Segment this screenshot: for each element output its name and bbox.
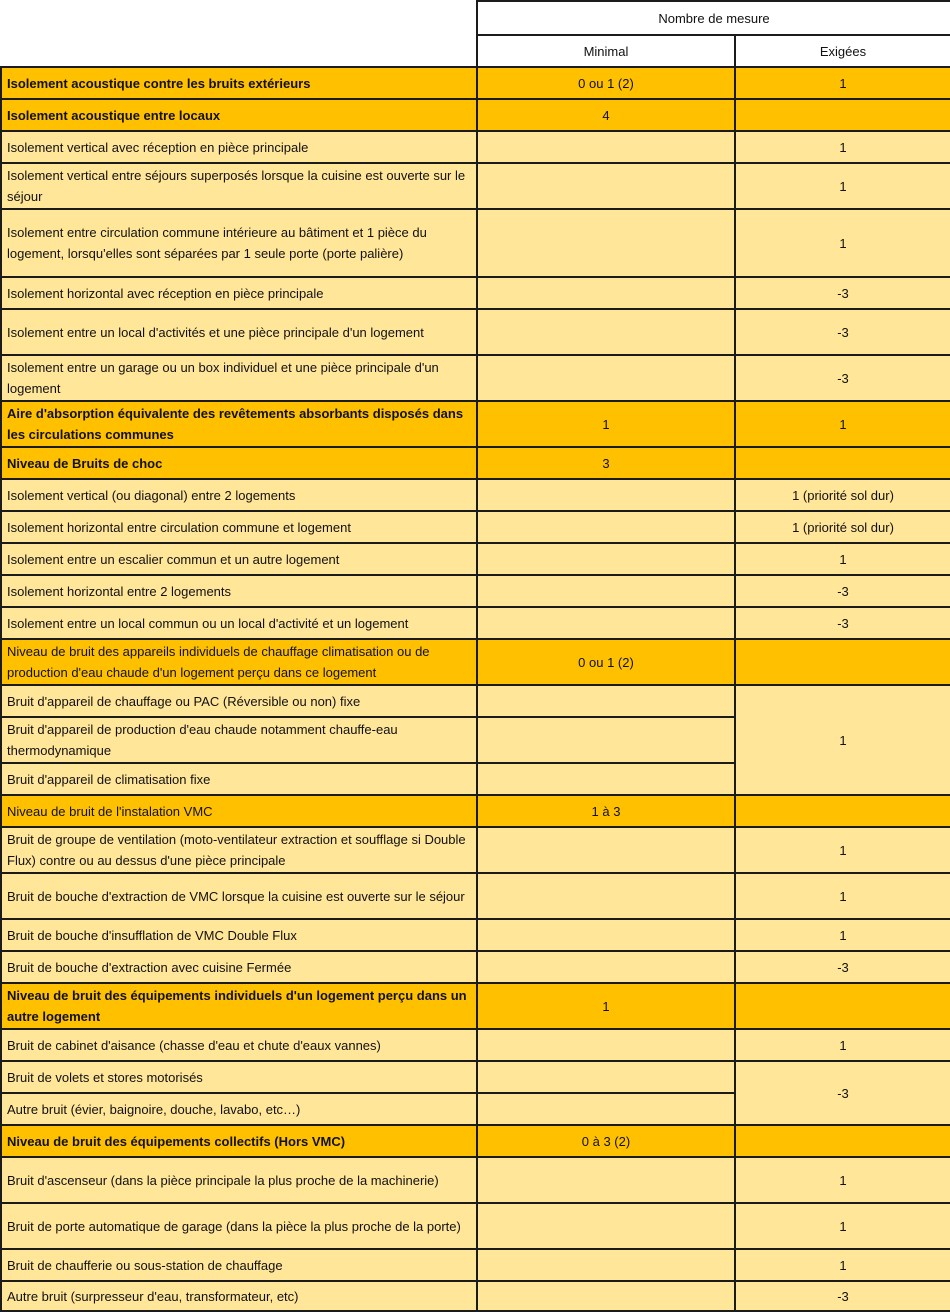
row-minimal: 0 ou 1 (2) bbox=[477, 639, 735, 685]
row-minimal bbox=[477, 309, 735, 355]
table-row bbox=[1, 795, 950, 827]
table-row bbox=[1, 67, 950, 99]
table-row bbox=[1, 827, 950, 873]
row-exigees: -3 bbox=[735, 309, 950, 355]
row-minimal bbox=[477, 163, 735, 209]
row-exigees: 1 bbox=[735, 1249, 950, 1281]
row-exigees: 1 bbox=[735, 919, 950, 951]
row-label: Isolement entre un escalier commun et un autre logement bbox=[1, 543, 477, 575]
row-label: Bruit de cabinet d'aisance (chasse d'eau et chute d'eaux vannes) bbox=[1, 1029, 477, 1061]
row-exigees: -3 bbox=[735, 1281, 950, 1311]
row-exigees bbox=[735, 99, 950, 131]
table-row bbox=[1, 309, 950, 355]
row-exigees: 1 bbox=[735, 1029, 950, 1061]
row-minimal bbox=[477, 1093, 735, 1125]
table-row bbox=[1, 1029, 950, 1061]
row-exigees: 1 bbox=[735, 543, 950, 575]
row-minimal bbox=[477, 355, 735, 401]
row-exigees: -3 bbox=[735, 1061, 950, 1125]
table-row bbox=[1, 983, 950, 1029]
row-exigees: 1 bbox=[735, 827, 950, 873]
row-label: Bruit d'appareil de production d'eau chaude notamment chauffe-eau thermodynamique bbox=[1, 717, 477, 763]
table-row bbox=[1, 1125, 950, 1157]
table-row bbox=[1, 479, 950, 511]
row-minimal bbox=[477, 575, 735, 607]
table-row bbox=[1, 163, 950, 209]
row-label: Niveau de bruit des appareils individuels de chauffage climatisation ou de production d'eau chaude d'un logement perçu dans ce logement bbox=[1, 639, 477, 685]
row-minimal bbox=[477, 919, 735, 951]
table-row bbox=[1, 607, 950, 639]
row-exigees: 1 bbox=[735, 1203, 950, 1249]
table-row bbox=[1, 951, 950, 983]
row-minimal: 1 à 3 bbox=[477, 795, 735, 827]
row-minimal: 4 bbox=[477, 99, 735, 131]
row-exigees: 1 bbox=[735, 209, 950, 277]
row-label: Niveau de bruit des équipements individuels d'un logement perçu dans un autre logement bbox=[1, 983, 477, 1029]
header-group-title: Nombre de mesure bbox=[477, 1, 950, 35]
row-minimal bbox=[477, 1203, 735, 1249]
table-row bbox=[1, 873, 950, 919]
table-row bbox=[1, 511, 950, 543]
row-label: Isolement acoustique contre les bruits extérieurs bbox=[1, 67, 477, 99]
row-exigees bbox=[735, 639, 950, 685]
header-blank-cell bbox=[1, 1, 477, 67]
row-exigees: 1 bbox=[735, 163, 950, 209]
table-row bbox=[1, 1249, 950, 1281]
row-minimal bbox=[477, 131, 735, 163]
table-row bbox=[1, 447, 950, 479]
table-row bbox=[1, 919, 950, 951]
row-label: Isolement entre un local d'activités et une pièce principale d'un logement bbox=[1, 309, 477, 355]
row-label: Niveau de bruit de l'instalation VMC bbox=[1, 795, 477, 827]
row-exigees: 1 bbox=[735, 873, 950, 919]
row-exigees bbox=[735, 447, 950, 479]
table-row bbox=[1, 401, 950, 447]
row-minimal: 1 bbox=[477, 983, 735, 1029]
header-row-group bbox=[1, 1, 950, 35]
row-label: Bruit de porte automatique de garage (dans la pièce la plus proche de la porte) bbox=[1, 1203, 477, 1249]
header-col-exigees: Exigées bbox=[735, 35, 950, 67]
row-label: Isolement horizontal entre circulation commune et logement bbox=[1, 511, 477, 543]
row-exigees: -3 bbox=[735, 607, 950, 639]
row-exigees: -3 bbox=[735, 277, 950, 309]
row-label: Isolement entre un local commun ou un local d'activité et un logement bbox=[1, 607, 477, 639]
row-label: Isolement horizontal avec réception en pièce principale bbox=[1, 277, 477, 309]
row-minimal: 0 à 3 (2) bbox=[477, 1125, 735, 1157]
row-minimal bbox=[477, 277, 735, 309]
row-minimal bbox=[477, 951, 735, 983]
row-minimal bbox=[477, 827, 735, 873]
row-label: Bruit d'appareil de chauffage ou PAC (Réversible ou non) fixe bbox=[1, 685, 477, 717]
row-exigees: 1 bbox=[735, 131, 950, 163]
table-row bbox=[1, 1157, 950, 1203]
row-label: Aire d'absorption équivalente des revêtements absorbants disposés dans les circulations communes bbox=[1, 401, 477, 447]
table-row bbox=[1, 1281, 950, 1311]
row-label: Bruit d'ascenseur (dans la pièce principale la plus proche de la machinerie) bbox=[1, 1157, 477, 1203]
row-minimal bbox=[477, 479, 735, 511]
table-row bbox=[1, 131, 950, 163]
row-minimal bbox=[477, 873, 735, 919]
row-label: Autre bruit (évier, baignoire, douche, lavabo, etc…) bbox=[1, 1093, 477, 1125]
table-row bbox=[1, 1203, 950, 1249]
row-minimal bbox=[477, 1029, 735, 1061]
row-minimal bbox=[477, 1249, 735, 1281]
row-minimal: 1 bbox=[477, 401, 735, 447]
row-minimal bbox=[477, 717, 735, 763]
table-row bbox=[1, 1061, 950, 1093]
row-minimal bbox=[477, 543, 735, 575]
row-label: Bruit de volets et stores motorisés bbox=[1, 1061, 477, 1093]
row-label: Niveau de Bruits de choc bbox=[1, 447, 477, 479]
row-label: Bruit de bouche d'extraction avec cuisine Fermée bbox=[1, 951, 477, 983]
row-exigees bbox=[735, 1125, 950, 1157]
row-exigees: 1 (priorité sol dur) bbox=[735, 479, 950, 511]
row-label: Isolement vertical avec réception en pièce principale bbox=[1, 131, 477, 163]
row-label: Isolement acoustique entre locaux bbox=[1, 99, 477, 131]
row-exigees: 1 bbox=[735, 67, 950, 99]
table-row bbox=[1, 639, 950, 685]
row-exigees: 1 (priorité sol dur) bbox=[735, 511, 950, 543]
row-label: Bruit d'appareil de climatisation fixe bbox=[1, 763, 477, 795]
row-minimal bbox=[477, 685, 735, 717]
row-exigees: 1 bbox=[735, 685, 950, 795]
header-col-minimal: Minimal bbox=[477, 35, 735, 67]
row-label: Bruit de chaufferie ou sous-station de chauffage bbox=[1, 1249, 477, 1281]
row-label: Isolement entre circulation commune intérieure au bâtiment et 1 pièce du logement, lorsqu'elles sont séparées par 1 seule porte (porte palière) bbox=[1, 209, 477, 277]
table-row bbox=[1, 277, 950, 309]
row-minimal bbox=[477, 1157, 735, 1203]
row-label: Bruit de bouche d'insufflation de VMC Double Flux bbox=[1, 919, 477, 951]
table-row bbox=[1, 209, 950, 277]
row-minimal bbox=[477, 1061, 735, 1093]
row-exigees: -3 bbox=[735, 951, 950, 983]
row-label: Autre bruit (surpresseur d'eau, transformateur, etc) bbox=[1, 1281, 477, 1311]
row-minimal bbox=[477, 511, 735, 543]
table-row bbox=[1, 685, 950, 717]
row-exigees bbox=[735, 983, 950, 1029]
row-label: Bruit de groupe de ventilation (moto-ventilateur extraction et soufflage si Double Flux) contre ou au dessus d'une pièce principale bbox=[1, 827, 477, 873]
row-label: Niveau de bruit des équipements collectifs (Hors VMC) bbox=[1, 1125, 477, 1157]
table-row bbox=[1, 543, 950, 575]
row-exigees: 1 bbox=[735, 1157, 950, 1203]
row-minimal bbox=[477, 607, 735, 639]
row-label: Isolement vertical (ou diagonal) entre 2 logements bbox=[1, 479, 477, 511]
table-row bbox=[1, 355, 950, 401]
row-minimal: 0 ou 1 (2) bbox=[477, 67, 735, 99]
row-exigees: -3 bbox=[735, 355, 950, 401]
row-label: Isolement vertical entre séjours superposés lorsque la cuisine est ouverte sur le séjour bbox=[1, 163, 477, 209]
row-exigees: -3 bbox=[735, 575, 950, 607]
row-label: Isolement entre un garage ou un box individuel et une pièce principale d'un logement bbox=[1, 355, 477, 401]
row-minimal bbox=[477, 763, 735, 795]
row-label: Isolement horizontal entre 2 logements bbox=[1, 575, 477, 607]
table-row bbox=[1, 575, 950, 607]
row-exigees bbox=[735, 795, 950, 827]
row-label: Bruit de bouche d'extraction de VMC lorsque la cuisine est ouverte sur le séjour bbox=[1, 873, 477, 919]
row-minimal bbox=[477, 1281, 735, 1311]
row-minimal bbox=[477, 209, 735, 277]
row-exigees: 1 bbox=[735, 401, 950, 447]
table-row bbox=[1, 99, 950, 131]
row-minimal: 3 bbox=[477, 447, 735, 479]
